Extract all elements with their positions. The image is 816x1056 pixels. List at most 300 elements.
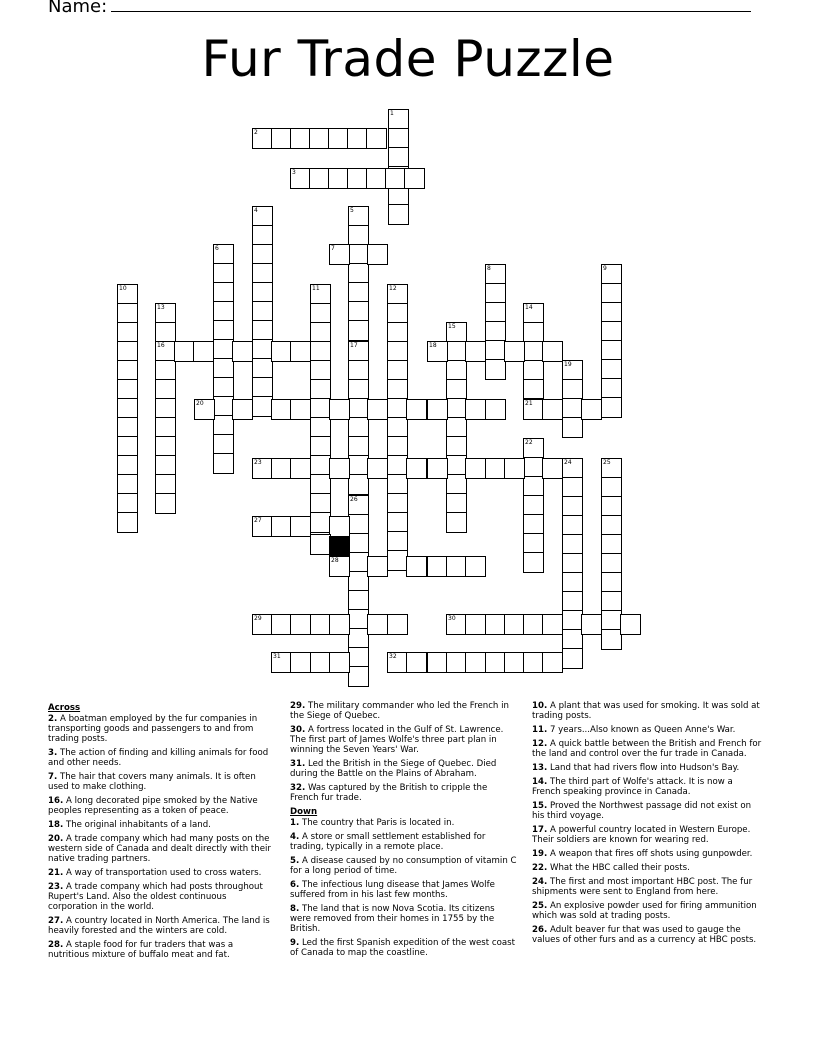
across-header: Across bbox=[48, 703, 81, 713]
grid-cell[interactable] bbox=[310, 534, 331, 555]
grid-cell[interactable] bbox=[290, 458, 311, 479]
grid-cell[interactable] bbox=[155, 455, 176, 476]
grid-cell[interactable] bbox=[542, 399, 563, 420]
grid-cell[interactable] bbox=[290, 128, 311, 149]
grid-cell[interactable] bbox=[406, 458, 427, 479]
clue-number: 26 bbox=[350, 496, 358, 503]
grid-cell[interactable] bbox=[155, 474, 176, 495]
grid-cell[interactable] bbox=[271, 128, 292, 149]
clue-number: 13 bbox=[157, 304, 165, 311]
grid-cell[interactable] bbox=[348, 417, 369, 438]
grid-cell[interactable] bbox=[562, 610, 583, 631]
grid-cell[interactable] bbox=[387, 436, 408, 457]
grid-cell[interactable] bbox=[271, 614, 292, 635]
grid-cell[interactable] bbox=[562, 648, 583, 669]
grid-cell[interactable] bbox=[348, 647, 369, 668]
clue-text: The country that Paris is located in. bbox=[299, 818, 455, 828]
clue-number: 11 bbox=[312, 285, 320, 292]
grid-cell[interactable] bbox=[271, 341, 292, 362]
grid-cell[interactable] bbox=[252, 301, 273, 322]
grid-cell[interactable] bbox=[117, 436, 138, 457]
grid-cell[interactable] bbox=[504, 458, 525, 479]
grid-cell[interactable] bbox=[232, 399, 253, 420]
clue-num: 17. bbox=[532, 825, 548, 835]
grid-cell[interactable] bbox=[601, 378, 622, 399]
grid-cell[interactable] bbox=[329, 399, 350, 420]
grid-cell[interactable] bbox=[155, 379, 176, 400]
grid-cell[interactable] bbox=[446, 493, 467, 514]
grid-cell[interactable] bbox=[117, 341, 138, 362]
grid-cell[interactable] bbox=[427, 556, 448, 577]
grid-cell[interactable] bbox=[387, 614, 408, 635]
grid-cell[interactable] bbox=[117, 493, 138, 514]
clue-num: 23. bbox=[48, 882, 64, 892]
grid-cell[interactable] bbox=[485, 340, 506, 361]
grid-cell[interactable] bbox=[523, 552, 544, 573]
grid-cell[interactable] bbox=[328, 168, 349, 189]
grid-cell[interactable] bbox=[504, 652, 525, 673]
grid-cell[interactable] bbox=[388, 128, 409, 149]
grid-cell[interactable] bbox=[348, 609, 369, 630]
grid-cell[interactable] bbox=[329, 614, 350, 635]
grid-cell[interactable] bbox=[310, 303, 331, 324]
grid-cell[interactable] bbox=[387, 379, 408, 400]
clue-num: 1. bbox=[290, 818, 300, 828]
clue-text: The land that is now Nova Scotia. Its citizens were removed from their homes in 1755 by the British. bbox=[290, 904, 495, 934]
grid-cell[interactable] bbox=[523, 476, 544, 497]
grid-cell[interactable] bbox=[523, 322, 544, 343]
down-clue bbox=[532, 725, 764, 735]
grid-cell[interactable] bbox=[446, 652, 467, 673]
grid-cell[interactable] bbox=[252, 358, 273, 379]
grid-cell[interactable] bbox=[271, 399, 292, 420]
grid-cell[interactable] bbox=[117, 455, 138, 476]
grid-cell[interactable] bbox=[446, 341, 467, 362]
across-clue bbox=[290, 759, 518, 779]
grid-cell[interactable] bbox=[367, 614, 388, 635]
puzzle-title: Fur Trade Puzzle bbox=[201, 30, 615, 88]
grid-cell[interactable] bbox=[290, 516, 311, 537]
across-clue bbox=[48, 834, 276, 864]
grid-cell[interactable] bbox=[387, 493, 408, 514]
grid-cell[interactable] bbox=[601, 496, 622, 517]
clue-text: The first and most important HBC post. The fur shipments were sent to England from here. bbox=[532, 877, 753, 897]
grid-cell[interactable] bbox=[523, 379, 544, 400]
clue-text: A quick battle between the British and French for the land and control over the fur trade in Canada. bbox=[532, 739, 762, 759]
grid-cell[interactable] bbox=[213, 358, 234, 379]
grid-cell[interactable] bbox=[252, 320, 273, 341]
across-clue bbox=[48, 882, 276, 912]
black-cell bbox=[329, 536, 350, 557]
grid-cell[interactable] bbox=[387, 360, 408, 381]
grid-cell[interactable] bbox=[347, 128, 368, 149]
grid-cell[interactable] bbox=[562, 572, 583, 593]
clue-number: 3 bbox=[292, 169, 296, 176]
down-clue bbox=[532, 801, 764, 821]
grid-cell[interactable] bbox=[310, 379, 331, 400]
grid-cell[interactable] bbox=[348, 360, 369, 381]
grid-cell[interactable] bbox=[485, 283, 506, 304]
grid-cell[interactable] bbox=[117, 512, 138, 533]
down-clue bbox=[532, 863, 764, 873]
grid-cell[interactable] bbox=[601, 610, 622, 631]
grid-cell[interactable] bbox=[562, 553, 583, 574]
grid-cell[interactable] bbox=[387, 322, 408, 343]
across-clues-list bbox=[48, 714, 276, 960]
clue-num: 14. bbox=[532, 777, 548, 787]
grid-cell[interactable] bbox=[310, 455, 331, 476]
grid-cell[interactable] bbox=[446, 436, 467, 457]
grid-cell[interactable] bbox=[213, 377, 234, 398]
grid-cell[interactable] bbox=[581, 399, 602, 420]
grid-cell[interactable] bbox=[446, 474, 467, 495]
grid-cell[interactable] bbox=[504, 614, 525, 635]
clue-number: 14 bbox=[525, 304, 533, 311]
grid-cell[interactable] bbox=[310, 360, 331, 381]
grid-cell[interactable] bbox=[155, 322, 176, 343]
grid-cell[interactable] bbox=[523, 652, 544, 673]
grid-cell[interactable] bbox=[620, 614, 641, 635]
grid-cell[interactable] bbox=[542, 458, 563, 479]
grid-cell[interactable] bbox=[155, 360, 176, 381]
grid-cell[interactable] bbox=[252, 263, 273, 284]
grid-cell[interactable] bbox=[348, 514, 369, 535]
grid-cell[interactable] bbox=[310, 614, 331, 635]
clue-text: A trade company which had posts throughout Rupert's Land. Also the oldest continuous corporation in the world. bbox=[48, 882, 263, 912]
clue-text: Proved the Northwest passage did not exist on his third voyage. bbox=[532, 801, 752, 821]
grid-cell[interactable] bbox=[562, 515, 583, 536]
grid-cell[interactable] bbox=[562, 591, 583, 612]
grid-cell[interactable] bbox=[213, 263, 234, 284]
clue-num: 5. bbox=[290, 856, 300, 866]
grid-cell[interactable] bbox=[348, 398, 369, 419]
grid-cell[interactable] bbox=[252, 225, 273, 246]
grid-cell[interactable] bbox=[348, 552, 369, 573]
clue-text: Adult beaver fur that was used to gauge the values of other furs and as a currency at HBC posts. bbox=[532, 925, 757, 945]
grid-cell[interactable] bbox=[523, 514, 544, 535]
grid-cell[interactable] bbox=[310, 417, 331, 438]
grid-cell[interactable] bbox=[367, 556, 388, 577]
clue-number: 10 bbox=[119, 285, 127, 292]
grid-cell[interactable] bbox=[387, 512, 408, 533]
grid-cell[interactable] bbox=[252, 339, 273, 360]
grid-cell[interactable] bbox=[367, 458, 388, 479]
grid-cell[interactable] bbox=[348, 301, 369, 322]
grid-cell[interactable] bbox=[290, 652, 311, 673]
grid-cell[interactable] bbox=[601, 359, 622, 380]
grid-cell[interactable] bbox=[485, 359, 506, 380]
grid-cell[interactable] bbox=[562, 398, 583, 419]
grid-cell[interactable] bbox=[117, 303, 138, 324]
grid-cell[interactable] bbox=[117, 379, 138, 400]
clue-text: A fortress located in the Gulf of St. Lawrence. The first part of James Wolfe's three part plan in winning the Seven Years' War. bbox=[290, 725, 504, 755]
grid-cell[interactable] bbox=[562, 477, 583, 498]
grid-cell[interactable] bbox=[213, 396, 234, 417]
grid-cell[interactable] bbox=[252, 396, 273, 417]
grid-cell[interactable] bbox=[348, 628, 369, 649]
clue-number: 16 bbox=[157, 342, 165, 349]
grid-cell[interactable] bbox=[601, 321, 622, 342]
grid-cell[interactable] bbox=[366, 128, 387, 149]
grid-cell[interactable] bbox=[155, 398, 176, 419]
clue-num: 26. bbox=[532, 925, 548, 935]
grid-cell[interactable] bbox=[387, 550, 408, 571]
grid-cell[interactable] bbox=[117, 417, 138, 438]
grid-cell[interactable] bbox=[523, 614, 544, 635]
grid-cell[interactable] bbox=[117, 360, 138, 381]
grid-cell[interactable] bbox=[348, 474, 369, 495]
clue-num: 27. bbox=[48, 916, 64, 926]
grid-cell[interactable] bbox=[348, 455, 369, 476]
grid-cell[interactable] bbox=[387, 455, 408, 476]
grid-cell[interactable] bbox=[465, 614, 486, 635]
grid-cell[interactable] bbox=[252, 282, 273, 303]
grid-cell[interactable] bbox=[485, 614, 506, 635]
down-clue bbox=[532, 763, 764, 773]
clue-text: A store or small settlement established for trading, typically in a remote place. bbox=[290, 832, 486, 852]
grid-cell[interactable] bbox=[310, 493, 331, 514]
grid-cell[interactable] bbox=[290, 341, 311, 362]
grid-cell[interactable] bbox=[252, 244, 273, 265]
clue-number: 9 bbox=[603, 265, 607, 272]
grid-cell[interactable] bbox=[367, 244, 388, 265]
grid-cell[interactable] bbox=[388, 204, 409, 225]
grid-cell[interactable] bbox=[329, 652, 350, 673]
grid-cell[interactable] bbox=[117, 474, 138, 495]
name-label: Name: bbox=[48, 0, 108, 17]
down-clue bbox=[532, 739, 764, 759]
grid-cell[interactable] bbox=[485, 458, 506, 479]
grid-cell[interactable] bbox=[465, 652, 486, 673]
grid-cell[interactable] bbox=[387, 474, 408, 495]
grid-cell[interactable] bbox=[348, 571, 369, 592]
grid-cell[interactable] bbox=[348, 533, 369, 554]
grid-cell[interactable] bbox=[523, 341, 544, 362]
grid-cell[interactable] bbox=[601, 515, 622, 536]
clue-text: An explosive powder used for firing ammunition which was sold at trading posts. bbox=[532, 901, 757, 921]
grid-cell[interactable] bbox=[193, 341, 214, 362]
grid-cell[interactable] bbox=[155, 436, 176, 457]
grid-cell[interactable] bbox=[329, 458, 350, 479]
grid-cell[interactable] bbox=[309, 128, 330, 149]
grid-cell[interactable] bbox=[523, 457, 544, 478]
grid-cell[interactable] bbox=[348, 225, 369, 246]
grid-cell[interactable] bbox=[387, 417, 408, 438]
grid-cell[interactable] bbox=[601, 534, 622, 555]
grid-cell[interactable] bbox=[117, 322, 138, 343]
grid-cell[interactable] bbox=[562, 379, 583, 400]
grid-cell[interactable] bbox=[213, 282, 234, 303]
grid-cell[interactable] bbox=[485, 652, 506, 673]
clue-text: A staple food for fur traders that was a nutritious mixture of buffalo meat and fat. bbox=[48, 940, 234, 960]
grid-cell[interactable] bbox=[465, 399, 486, 420]
grid-cell[interactable] bbox=[347, 168, 368, 189]
grid-cell[interactable] bbox=[213, 415, 234, 436]
grid-cell[interactable] bbox=[213, 434, 234, 455]
grid-cell[interactable] bbox=[465, 341, 486, 362]
grid-cell[interactable] bbox=[155, 417, 176, 438]
clue-num: 19. bbox=[532, 849, 548, 859]
grid-cell[interactable] bbox=[310, 512, 331, 533]
across-clue bbox=[48, 748, 276, 768]
clue-num: 25. bbox=[532, 901, 548, 911]
across-clue bbox=[290, 701, 518, 721]
clue-text: The third part of Wolfe's attack. It is now a French speaking province in Canada. bbox=[532, 777, 733, 797]
grid-cell[interactable] bbox=[310, 436, 331, 457]
grid-cell[interactable] bbox=[446, 398, 467, 419]
grid-cell[interactable] bbox=[427, 458, 448, 479]
grid-cell[interactable] bbox=[406, 556, 427, 577]
grid-cell[interactable] bbox=[310, 652, 331, 673]
grid-cell[interactable] bbox=[348, 436, 369, 457]
grid-cell[interactable] bbox=[446, 360, 467, 381]
clue-num: 11. bbox=[532, 725, 548, 735]
grid-cell[interactable] bbox=[329, 516, 350, 537]
grid-cell[interactable] bbox=[465, 458, 486, 479]
grid-cell[interactable] bbox=[310, 341, 331, 362]
clue-number: 19 bbox=[564, 361, 572, 368]
across-clue bbox=[290, 725, 518, 755]
across-clue bbox=[48, 868, 276, 878]
grid-cell[interactable] bbox=[427, 652, 448, 673]
grid-cell[interactable] bbox=[271, 516, 292, 537]
clue-text: The military commander who led the French in the Siege of Quebec. bbox=[290, 701, 509, 721]
grid-cell[interactable] bbox=[348, 244, 369, 265]
grid-cell[interactable] bbox=[601, 397, 622, 418]
grid-cell[interactable] bbox=[446, 455, 467, 476]
clue-num: 8. bbox=[290, 904, 300, 914]
grid-cell[interactable] bbox=[601, 553, 622, 574]
grid-cell[interactable] bbox=[213, 453, 234, 474]
grid-cell[interactable] bbox=[601, 477, 622, 498]
grid-cell[interactable] bbox=[385, 168, 406, 189]
grid-cell[interactable] bbox=[485, 399, 506, 420]
down-clue bbox=[290, 832, 518, 852]
grid-cell[interactable] bbox=[542, 652, 563, 673]
clue-text: The hair that covers many animals. It is often used to make clothing. bbox=[48, 772, 256, 792]
grid-cell[interactable] bbox=[562, 496, 583, 517]
clue-number: 15 bbox=[448, 323, 456, 330]
grid-cell[interactable] bbox=[427, 399, 448, 420]
clue-num: 9. bbox=[290, 938, 300, 948]
grid-cell[interactable] bbox=[523, 495, 544, 516]
grid-cell[interactable] bbox=[348, 320, 369, 341]
grid-cell[interactable] bbox=[601, 340, 622, 361]
grid-cell[interactable] bbox=[290, 399, 311, 420]
grid-cell[interactable] bbox=[485, 321, 506, 342]
grid-cell[interactable] bbox=[406, 652, 427, 673]
clue-number: 32 bbox=[389, 653, 397, 660]
clue-number: 23 bbox=[254, 459, 262, 466]
clue-text: The infectious lung disease that James Wolfe suffered from in his last few months. bbox=[290, 880, 495, 900]
grid-cell[interactable] bbox=[446, 512, 467, 533]
grid-cell[interactable] bbox=[252, 377, 273, 398]
grid-cell[interactable] bbox=[542, 614, 563, 635]
grid-cell[interactable] bbox=[310, 322, 331, 343]
grid-cell[interactable] bbox=[562, 417, 583, 438]
clue-text: A disease caused by no consumption of vitamin C for a long period of time. bbox=[290, 856, 517, 876]
clue-number: 4 bbox=[254, 207, 258, 214]
grid-cell[interactable] bbox=[348, 282, 369, 303]
grid-cell[interactable] bbox=[601, 572, 622, 593]
grid-cell[interactable] bbox=[309, 168, 330, 189]
across-clue bbox=[48, 940, 276, 960]
clue-num: 24. bbox=[532, 877, 548, 887]
grid-cell[interactable] bbox=[366, 168, 387, 189]
grid-cell[interactable] bbox=[290, 614, 311, 635]
grid-cell[interactable] bbox=[271, 458, 292, 479]
clue-text: Was captured by the British to cripple the French fur trade. bbox=[290, 783, 488, 803]
across-clue bbox=[48, 714, 276, 744]
clue-num: 22. bbox=[532, 863, 548, 873]
down-clue bbox=[532, 701, 764, 721]
clue-text: A boatman employed by the fur companies in transporting goods and passengers to and from trading posts. bbox=[48, 714, 258, 744]
down-clue bbox=[290, 818, 518, 828]
clue-number: 29 bbox=[254, 615, 262, 622]
clue-number: 24 bbox=[564, 459, 572, 466]
grid-cell[interactable] bbox=[213, 339, 234, 360]
grid-cell[interactable] bbox=[465, 556, 486, 577]
grid-cell[interactable] bbox=[446, 379, 467, 400]
grid-cell[interactable] bbox=[348, 590, 369, 611]
grid-cell[interactable] bbox=[601, 591, 622, 612]
grid-cell[interactable] bbox=[348, 263, 369, 284]
clue-num: 20. bbox=[48, 834, 64, 844]
grid-cell[interactable] bbox=[504, 341, 525, 362]
grid-cell[interactable] bbox=[387, 341, 408, 362]
grid-cell[interactable] bbox=[213, 320, 234, 341]
grid-cell[interactable] bbox=[388, 147, 409, 168]
grid-cell[interactable] bbox=[601, 283, 622, 304]
grid-cell[interactable] bbox=[581, 614, 602, 635]
down-clue bbox=[532, 777, 764, 797]
grid-cell[interactable] bbox=[387, 531, 408, 552]
grid-cell[interactable] bbox=[446, 417, 467, 438]
clue-text: Led the first Spanish expedition of the west coast of Canada to map the coastline. bbox=[290, 938, 515, 958]
grid-cell[interactable] bbox=[601, 302, 622, 323]
clue-text: A plant that was used for smoking. It was sold at trading posts. bbox=[532, 701, 760, 721]
grid-cell[interactable] bbox=[562, 629, 583, 650]
grid-cell[interactable] bbox=[328, 128, 349, 149]
grid-cell[interactable] bbox=[542, 341, 563, 362]
grid-cell[interactable] bbox=[601, 629, 622, 650]
grid-cell[interactable] bbox=[155, 493, 176, 514]
grid-cell[interactable] bbox=[562, 534, 583, 555]
grid-cell[interactable] bbox=[232, 341, 253, 362]
grid-cell[interactable] bbox=[174, 341, 195, 362]
grid-cell[interactable] bbox=[387, 398, 408, 419]
clue-number: 18 bbox=[429, 342, 437, 349]
grid-cell[interactable] bbox=[523, 533, 544, 554]
grid-cell[interactable] bbox=[348, 379, 369, 400]
grid-cell[interactable] bbox=[485, 302, 506, 323]
clue-text: A trade company which had many posts on the western side of Canada and dealt directly with their native trading partners. bbox=[48, 834, 271, 864]
grid-cell[interactable] bbox=[406, 399, 427, 420]
grid-cell[interactable] bbox=[213, 301, 234, 322]
grid-cell[interactable] bbox=[310, 474, 331, 495]
clue-number: 25 bbox=[603, 459, 611, 466]
grid-cell[interactable] bbox=[523, 360, 544, 381]
grid-cell[interactable] bbox=[348, 666, 369, 687]
clue-num: 29. bbox=[290, 701, 306, 711]
grid-cell[interactable] bbox=[404, 168, 425, 189]
grid-cell[interactable] bbox=[367, 399, 388, 420]
clue-number: 17 bbox=[350, 342, 358, 349]
grid-cell[interactable] bbox=[387, 303, 408, 324]
grid-cell[interactable] bbox=[117, 398, 138, 419]
grid-cell[interactable] bbox=[310, 398, 331, 419]
grid-cell[interactable] bbox=[446, 556, 467, 577]
